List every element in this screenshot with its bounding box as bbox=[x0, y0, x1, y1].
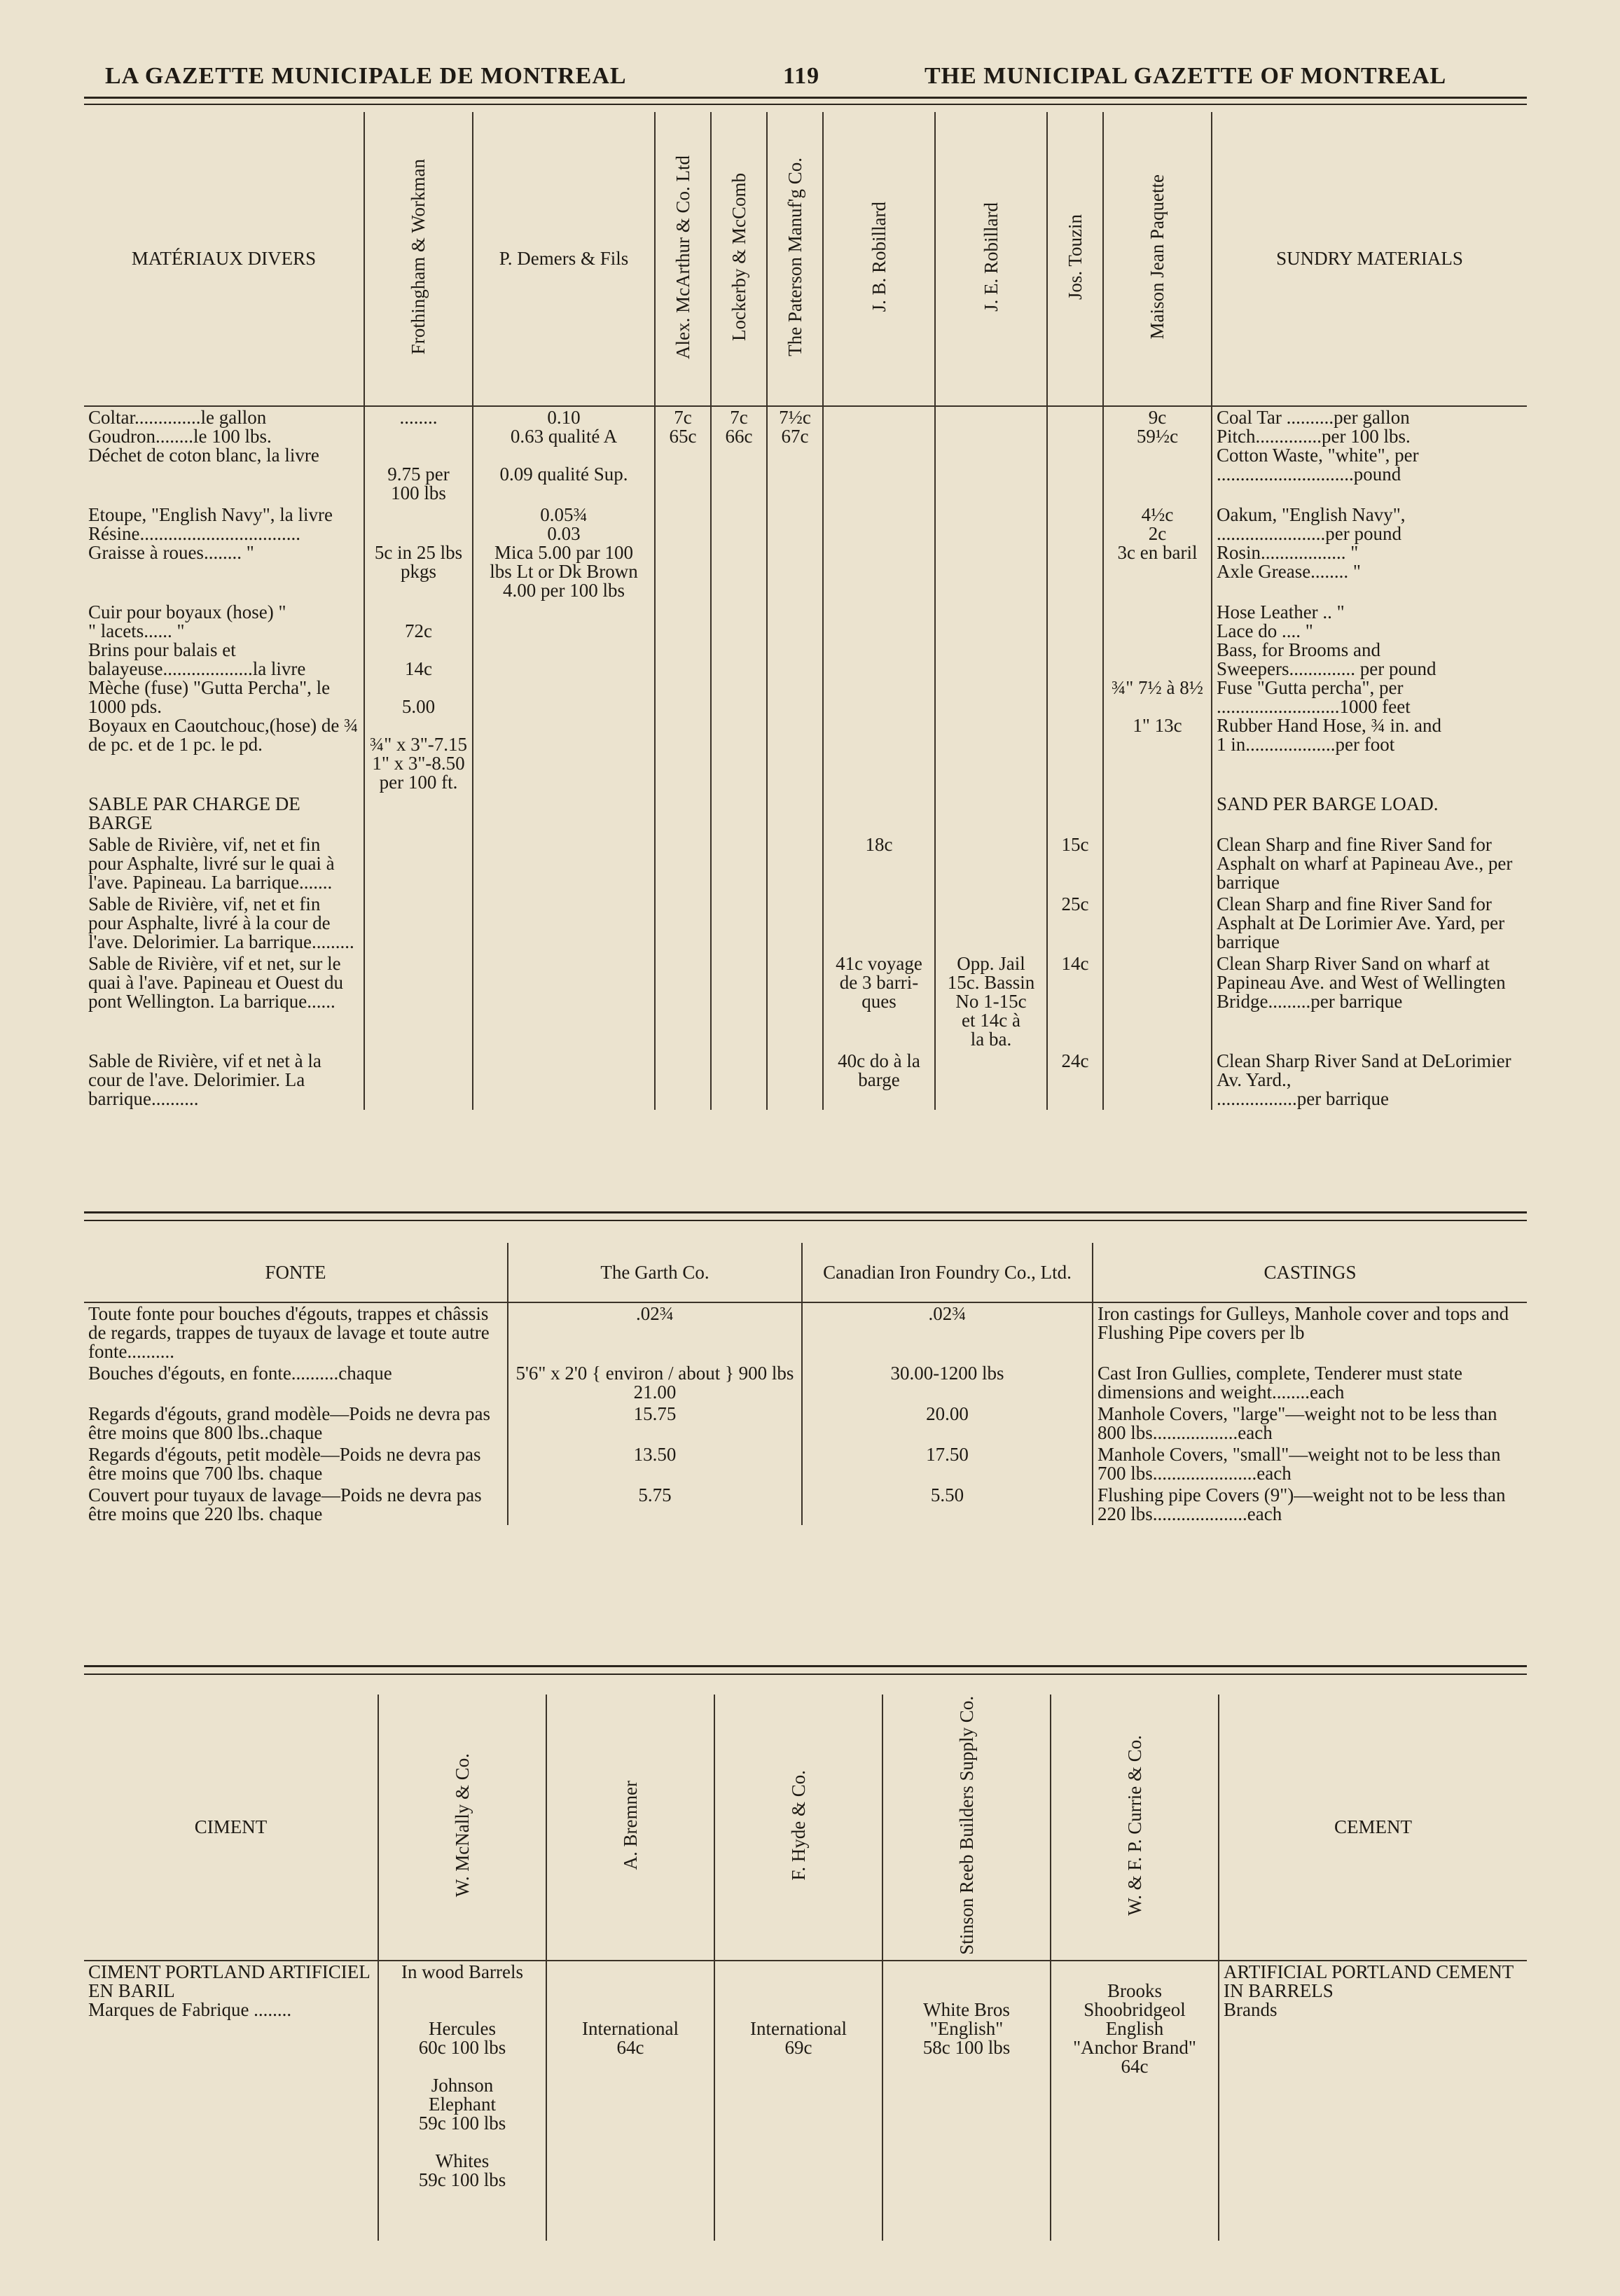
header-rule bbox=[84, 97, 1527, 99]
canadian-iron-price: 20.00 bbox=[802, 1403, 1093, 1444]
supplier-4: The Paterson Manuf'g Co. bbox=[767, 112, 823, 406]
price-cell: 7½c 67c bbox=[767, 406, 823, 504]
price-cell bbox=[364, 1050, 473, 1110]
price-cell bbox=[1047, 504, 1103, 601]
supplier-8: Maison Jean Paquette bbox=[1103, 112, 1212, 406]
price-cell: 0.05¾ 0.03 Mica 5.00 par 100 lbs Lt or Dk Brown 4.00 per 100 lbs bbox=[473, 504, 655, 601]
garth-price: 5.75 bbox=[508, 1484, 802, 1525]
casting-en: Manhole Covers, "large"—weight not to be less than 800 lbs..................each bbox=[1093, 1403, 1527, 1444]
price-cell bbox=[1047, 601, 1103, 793]
price-cell: 0.10 0.63 qualité A 0.09 qualité Sup. bbox=[473, 406, 655, 504]
price-cell bbox=[473, 834, 655, 893]
price-cell: 15c bbox=[1047, 834, 1103, 893]
material-fr: Sable de Rivière, vif, net et fin pour Asphalte, livré sur le quai à l'ave. Papineau. La barrique....... bbox=[88, 834, 335, 893]
material-en: Oakum, "English Navy", .......................per pound Rosin.................. " Axle Grease........ " bbox=[1212, 504, 1527, 601]
price-cell bbox=[655, 1050, 711, 1110]
sundry-row bbox=[84, 893, 1527, 953]
material-fr: SABLE PAR CHARGE DE BARGE bbox=[88, 793, 300, 833]
sundry-row bbox=[84, 1050, 1527, 1110]
supplier-0: Frothingham & Workman bbox=[364, 112, 473, 406]
material-fr: Etoupe, "English Navy", la livre Résine.................................. Graisse à roues........ " bbox=[88, 504, 333, 563]
price-cell bbox=[711, 834, 767, 893]
price-cell bbox=[823, 406, 935, 504]
price-cell: 24c bbox=[1047, 1050, 1103, 1110]
price-cell bbox=[364, 893, 473, 953]
castings-row bbox=[84, 1403, 1527, 1444]
cement-cell: Brooks Shoobridgeol English "Anchor Brand" 64c bbox=[1051, 1961, 1219, 2241]
price-cell bbox=[1103, 834, 1212, 893]
price-cell bbox=[655, 893, 711, 953]
supplier-6: J. E. Robillard bbox=[935, 112, 1047, 406]
price-cell bbox=[364, 834, 473, 893]
price-cell bbox=[655, 504, 711, 601]
price-cell bbox=[1047, 406, 1103, 504]
price-cell bbox=[767, 504, 823, 601]
price-cell bbox=[473, 893, 655, 953]
supplier-canadian-iron: Canadian Iron Foundry Co., Ltd. bbox=[802, 1243, 1093, 1302]
supplier-3: Lockerby & McComb bbox=[711, 112, 767, 406]
cement-cell: International 64c bbox=[546, 1961, 714, 2241]
garth-price: 13.50 bbox=[508, 1444, 802, 1484]
sundry-materials-table bbox=[84, 112, 1527, 1110]
price-cell bbox=[1103, 793, 1212, 834]
price-cell bbox=[1103, 953, 1212, 1050]
section2-rule bbox=[84, 1665, 1527, 1667]
price-cell bbox=[473, 1050, 655, 1110]
casting-en: Iron castings for Gulleys, Manhole cover and tops and Flushing Pipe covers per lb bbox=[1093, 1302, 1527, 1363]
supplier-2: Alex. McArthur & Co. Ltd bbox=[655, 112, 711, 406]
price-cell bbox=[711, 601, 767, 793]
garth-price: .02¾ bbox=[508, 1302, 802, 1363]
price-cell bbox=[364, 953, 473, 1050]
price-cell bbox=[935, 406, 1047, 504]
section1-rule-2 bbox=[84, 1220, 1527, 1221]
price-cell bbox=[364, 793, 473, 834]
price-cell bbox=[767, 893, 823, 953]
cement-supplier-0: W. McNally & Co. bbox=[378, 1695, 546, 1961]
col-cement: CEMENT bbox=[1219, 1695, 1527, 1961]
price-cell bbox=[935, 834, 1047, 893]
material-fr: Cuir pour boyaux (hose) " " lacets...... " Brins pour balais et balayeuse...................la livre Mèche (fuse) "Gutta Percha", le 1000 pds. Boyaux en Caoutchouc,(hose) de ¾ de pc. et de 1 pc. le pd. bbox=[88, 601, 359, 755]
price-cell bbox=[823, 893, 935, 953]
cement-cell: International 69c bbox=[714, 1961, 882, 2241]
price-cell bbox=[655, 601, 711, 793]
supplier-garth: The Garth Co. bbox=[508, 1243, 802, 1302]
page-number: 119 bbox=[783, 63, 820, 89]
sundry-row bbox=[84, 953, 1527, 1050]
price-cell bbox=[473, 793, 655, 834]
price-cell bbox=[935, 893, 1047, 953]
price-cell: 4½c 2c 3c en baril bbox=[1103, 504, 1212, 601]
col-fonte: FONTE bbox=[84, 1243, 508, 1302]
price-cell bbox=[711, 793, 767, 834]
casting-fr: Regards d'égouts, petit modèle—Poids ne devra pas être moins que 700 lbs. chaque bbox=[88, 1444, 481, 1484]
garth-price: 5'6" x 2'0 { environ / about } 900 lbs 21.00 bbox=[508, 1363, 802, 1403]
material-en: Clean Sharp River Sand on wharf at Papineau Ave. and West of Wellingten Bridge.........per barrique bbox=[1212, 953, 1527, 1050]
price-cell bbox=[1047, 793, 1103, 834]
cement-row-en: ARTIFICIAL PORTLAND CEMENT IN BARRELS Brands bbox=[1219, 1961, 1527, 2241]
canadian-iron-price: 30.00-1200 lbs bbox=[802, 1363, 1093, 1403]
material-en: Coal Tar ..........per gallon Pitch..............per 100 lbs. Cotton Waste, "white", per .............................pound bbox=[1212, 406, 1527, 504]
sundry-rows bbox=[84, 406, 1527, 1110]
castings-row bbox=[84, 1363, 1527, 1403]
price-cell: 72c 14c 5.00 ¾" x 3"-7.15 1" x 3"-8.50 per 100 ft. bbox=[364, 601, 473, 793]
material-en: Clean Sharp River Sand at DeLorimier Av. Yard., .................per barrique bbox=[1212, 1050, 1527, 1110]
price-cell bbox=[823, 601, 935, 793]
garth-price: 15.75 bbox=[508, 1403, 802, 1444]
price-cell bbox=[1103, 1050, 1212, 1110]
cement-table bbox=[84, 1695, 1527, 2241]
price-cell bbox=[935, 793, 1047, 834]
price-cell: 18c bbox=[823, 834, 935, 893]
price-cell: ¾" 7½ à 8½ 1" 13c bbox=[1103, 601, 1212, 793]
price-cell: 7c 65c bbox=[655, 406, 711, 504]
price-cell bbox=[473, 601, 655, 793]
price-cell: 7c 66c bbox=[711, 406, 767, 504]
price-cell: 25c bbox=[1047, 893, 1103, 953]
price-cell: 14c bbox=[1047, 953, 1103, 1050]
casting-fr: Bouches d'égouts, en fonte..........chaque bbox=[88, 1363, 392, 1384]
material-en: Clean Sharp and fine River Sand for Asphalt at De Lorimier Ave. Yard, per barrique bbox=[1212, 893, 1527, 953]
price-cell bbox=[935, 601, 1047, 793]
material-fr: Sable de Rivière, vif et net, sur le quai à l'ave. Papineau et Ouest du pont Wellington. La barrique...... bbox=[88, 953, 343, 1012]
price-cell bbox=[767, 793, 823, 834]
cement-supplier-3: Stinson Reeb Builders Supply Co. bbox=[882, 1695, 1051, 1961]
sundry-row bbox=[84, 504, 1527, 601]
supplier-7: Jos. Touzin bbox=[1047, 112, 1103, 406]
material-fr: Coltar..............le gallon Goudron........le 100 lbs. Déchet de coton blanc, la livre bbox=[88, 407, 319, 466]
price-cell bbox=[711, 953, 767, 1050]
price-cell: Opp. Jail 15c. Bassin No 1-15c et 14c à la ba. bbox=[935, 953, 1047, 1050]
sundry-row bbox=[84, 601, 1527, 793]
cement-supplier-1: A. Bremner bbox=[546, 1695, 714, 1961]
col-sundry: SUNDRY MATERIALS bbox=[1212, 112, 1527, 406]
price-cell bbox=[655, 953, 711, 1050]
price-cell bbox=[1103, 893, 1212, 953]
header-left: LA GAZETTE MUNICIPALE DE MONTREAL bbox=[105, 63, 627, 89]
material-en: Clean Sharp and fine River Sand for Asphalt on wharf at Papineau Ave., per barrique bbox=[1212, 834, 1527, 893]
castings-rows bbox=[84, 1302, 1527, 1525]
supplier-1: P. Demers & Fils bbox=[473, 112, 655, 406]
col-castings: CASTINGS bbox=[1093, 1243, 1527, 1302]
price-cell bbox=[823, 504, 935, 601]
castings-row bbox=[84, 1302, 1527, 1363]
material-en: SAND PER BARGE LOAD. bbox=[1212, 793, 1527, 834]
price-cell bbox=[711, 504, 767, 601]
section2-rule-2 bbox=[84, 1674, 1527, 1675]
header-rule-2 bbox=[84, 104, 1527, 105]
price-cell: 9c 59½c bbox=[1103, 406, 1212, 504]
cement-supplier-2: F. Hyde & Co. bbox=[714, 1695, 882, 1961]
price-cell bbox=[655, 834, 711, 893]
casting-en: Flushing pipe Covers (9")—weight not to be less than 220 lbs....................each bbox=[1093, 1484, 1527, 1525]
cement-supplier-4: W. & F. P. Currie & Co. bbox=[1051, 1695, 1219, 1961]
castings-row bbox=[84, 1484, 1527, 1525]
price-cell: 40c do à la barge bbox=[823, 1050, 935, 1110]
material-fr: Sable de Rivière, vif et net à la cour de l'ave. Delorimier. La barrique.......... bbox=[88, 1050, 321, 1109]
price-cell bbox=[711, 893, 767, 953]
cement-cell: White Bros "English" 58c 100 lbs bbox=[882, 1961, 1051, 2241]
price-cell bbox=[935, 1050, 1047, 1110]
price-cell bbox=[473, 953, 655, 1050]
price-cell bbox=[767, 834, 823, 893]
col-materiaux: MATÉRIAUX DIVERS bbox=[84, 112, 364, 406]
casting-fr: Toute fonte pour bouches d'égouts, trappes et châssis de regards, trappes de tuyaux de lavage et toute autre fonte.......... bbox=[88, 1303, 490, 1362]
sundry-row bbox=[84, 406, 1527, 504]
sundry-row bbox=[84, 793, 1527, 834]
price-cell bbox=[655, 793, 711, 834]
casting-fr: Regards d'égouts, grand modèle—Poids ne devra pas être moins que 800 lbs..chaque bbox=[88, 1403, 490, 1443]
cement-row-fr: CIMENT PORTLAND ARTIFICIEL EN BARIL Marques de Fabrique ........ bbox=[88, 1961, 370, 2020]
price-cell: 5c in 25 lbs pkgs bbox=[364, 504, 473, 601]
price-cell bbox=[935, 504, 1047, 601]
casting-en: Cast Iron Gullies, complete, Tenderer must state dimensions and weight........each bbox=[1093, 1363, 1527, 1403]
material-en: Hose Leather .. " Lace do .... " Bass, for Brooms and Sweepers.............. per pound Fuse "Gutta percha", per ..........................1000 feet Rubber Hand Hose, ¾ in. and 1 in...................per foot bbox=[1212, 601, 1527, 793]
casting-en: Manhole Covers, "small"—weight not to be less than 700 lbs......................each bbox=[1093, 1444, 1527, 1484]
header-right: THE MUNICIPAL GAZETTE OF MONTREAL bbox=[925, 63, 1447, 89]
sundry-row bbox=[84, 834, 1527, 893]
canadian-iron-price: .02¾ bbox=[802, 1302, 1093, 1363]
cement-cell: In wood Barrels Hercules 60c 100 lbs Johnson Elephant 59c 100 lbs Whites 59c 100 lbs bbox=[378, 1961, 546, 2241]
castings-row bbox=[84, 1444, 1527, 1484]
section1-rule bbox=[84, 1211, 1527, 1213]
price-cell bbox=[711, 1050, 767, 1110]
supplier-5: J. B. Robillard bbox=[823, 112, 935, 406]
canadian-iron-price: 5.50 bbox=[802, 1484, 1093, 1525]
canadian-iron-price: 17.50 bbox=[802, 1444, 1093, 1484]
price-cell: ........ 9.75 per 100 lbs bbox=[364, 406, 473, 504]
price-cell bbox=[767, 953, 823, 1050]
price-cell bbox=[823, 793, 935, 834]
price-cell: 41c voyage de 3 barri- ques bbox=[823, 953, 935, 1050]
col-ciment: CIMENT bbox=[84, 1695, 378, 1961]
castings-table bbox=[84, 1243, 1527, 1525]
price-cell bbox=[767, 601, 823, 793]
casting-fr: Couvert pour tuyaux de lavage—Poids ne devra pas être moins que 220 lbs. chaque bbox=[88, 1484, 482, 1524]
material-fr: Sable de Rivière, vif, net et fin pour Asphalte, livré à la cour de l'ave. Delorimier. La barrique......... bbox=[88, 893, 354, 952]
price-cell bbox=[767, 1050, 823, 1110]
